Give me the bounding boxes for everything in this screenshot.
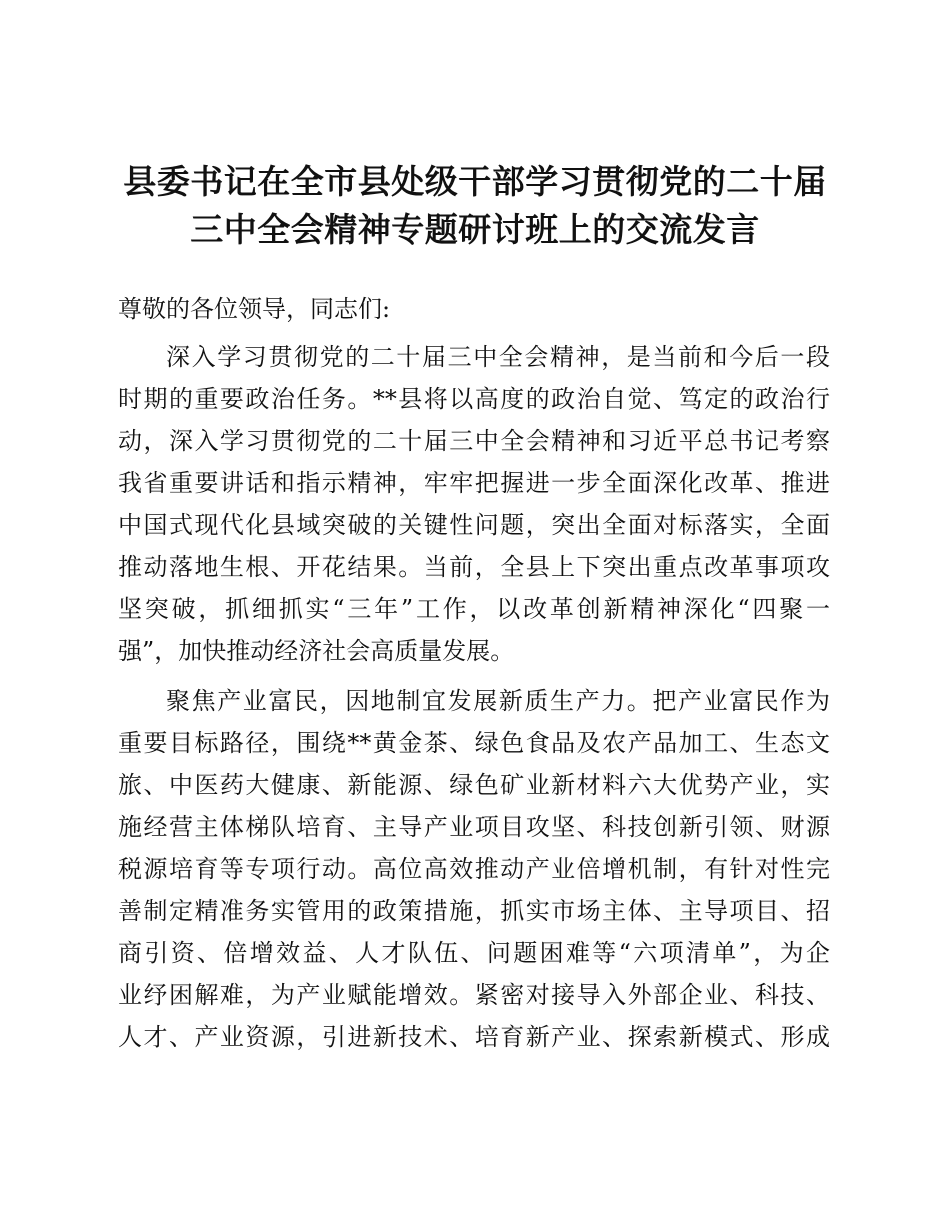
paragraph-line: 我省重要讲话和指示精神，牢牢把握进一步全面深化改革、推进 [118,469,830,497]
title-line-1: 县委书记在全市县处级干部学习贯彻党的二十届 [123,162,827,201]
document-title [110,158,840,254]
paragraph-line: 重要目标路径，围绕**黄金茶、绿色食品及农产品加工、生态文 [118,729,830,757]
paragraph-line: 旅、中医药大健康、新能源、绿色矿业新材料六大优势产业，实 [118,771,830,799]
paragraph-line: 强”，加快推动经济社会高质量发展。 [118,637,515,665]
paragraph-line: 善制定精准务实管用的政策措施，抓实市场主体、主导项目、招 [118,897,830,925]
paragraph-line: 动，深入学习贯彻党的二十届三中全会精神和习近平总书记考察 [118,427,830,455]
paragraph-2 [118,680,830,1058]
paragraph-line: 时期的重要政治任务。**县将以高度的政治自觉、笃定的政治行 [118,385,830,413]
document-body [118,288,830,1066]
salutation: 尊敬的各位领导，同志们: [118,295,391,323]
paragraph-line: 商引资、倍增效益、人才队伍、问题困难等“六项清单”，为企 [118,939,830,967]
paragraph-line: 推动落地生根、开花结果。当前，全县上下突出重点改革事项攻 [118,553,830,581]
paragraph-line: 聚焦产业富民，因地制宜发展新质生产力。把产业富民作为 [166,687,830,715]
paragraph-line: 税源培育等专项行动。高位高效推动产业倍增机制，有针对性完 [118,855,830,883]
paragraph-1 [118,336,830,672]
paragraph-line: 中国式现代化县域突破的关键性问题，突出全面对标落实，全面 [118,511,830,539]
paragraph-line: 坚突破，抓细抓实“三年”工作，以改革创新精神深化“四聚一 [118,595,830,623]
title-line-2: 三中全会精神专题研讨班上的交流发言 [190,210,760,249]
paragraph-line: 人才、产业资源，引进新技术、培育新产业、探索新模式、形成 [118,1023,830,1051]
paragraph-line: 深入学习贯彻党的二十届三中全会精神，是当前和今后一段 [166,343,830,371]
paragraph-line: 业纾困解难，为产业赋能增效。紧密对接导入外部企业、科技、 [118,981,830,1009]
paragraph-line: 施经营主体梯队培育、主导产业项目攻坚、科技创新引领、财源 [118,813,830,841]
